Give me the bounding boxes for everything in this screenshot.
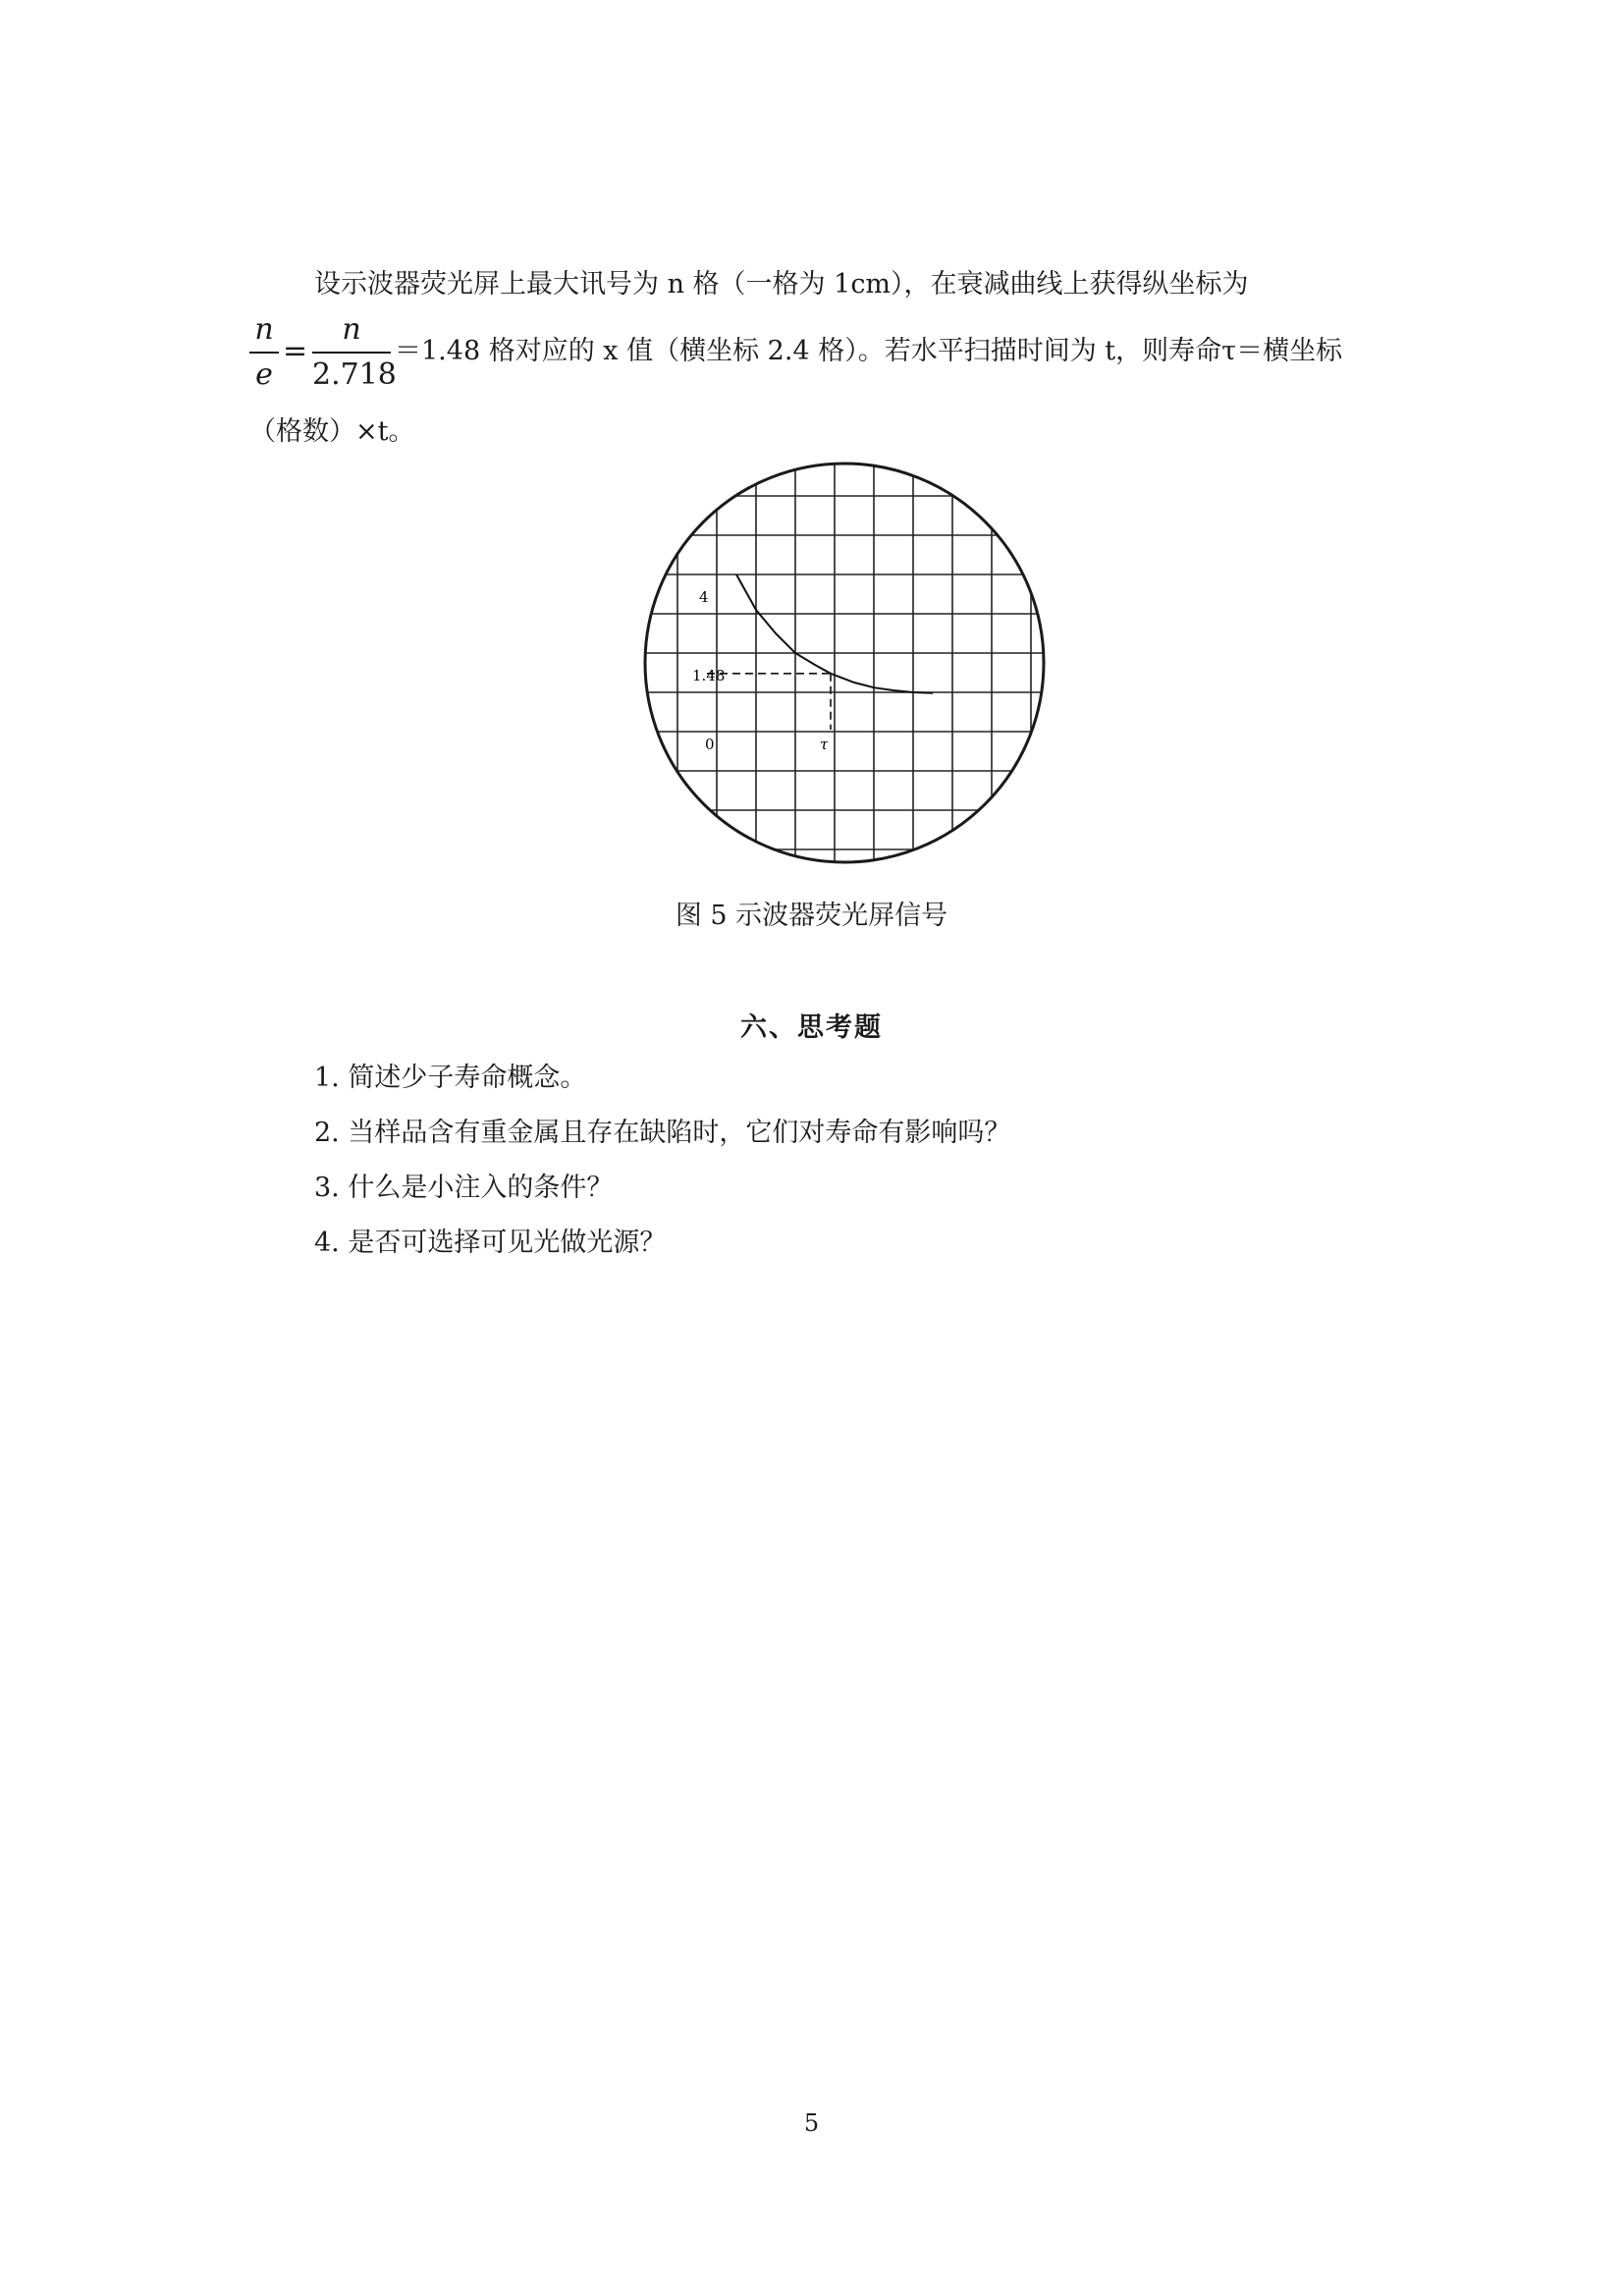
oscilloscope-screen-figure [638, 457, 1051, 869]
question-item-1: 1. 简述少子寿命概念。 [314, 1063, 587, 1093]
label-tau: τ [820, 736, 829, 753]
fraction-numerator: n [254, 312, 274, 347]
fraction-denominator: 2.718 [312, 357, 397, 392]
label-4: 4 [699, 588, 709, 606]
label-1-48: 1.48 [692, 667, 726, 684]
decay-plot [707, 574, 933, 730]
section-heading: 六、思考题 [740, 1012, 883, 1043]
paragraph-line-1: 设示波器荧光屏上最大讯号为 n 格（一格为 1cm），在衰减曲线上获得纵坐标为 [314, 269, 1249, 300]
fraction-bar [312, 352, 391, 354]
question-item-3: 3. 什么是小注入的条件？ [314, 1173, 614, 1203]
fraction-denominator: e [255, 357, 273, 392]
equals-sign: = [283, 334, 308, 368]
question-item-2: 2. 当样品含有重金属且存在缺陷时，它们对寿命有影响吗？ [314, 1118, 1011, 1148]
paragraph-line-3: （格数）×t。 [249, 416, 415, 447]
fraction-n-over-e [249, 312, 279, 393]
screen-border [645, 464, 1044, 862]
fraction-numerator: n [342, 312, 361, 347]
fraction-n-over-2718 [312, 312, 397, 393]
screen-grid [638, 457, 1051, 869]
label-0: 0 [705, 736, 715, 753]
question-item-4: 4. 是否可选择可见光做光源？ [314, 1228, 667, 1258]
fraction-bar [249, 352, 279, 354]
paragraph-line-2: ＝1.48 格对应的 x 值（横坐标 2.4 格）。若水平扫描时间为 t，则寿命τ＝横坐标 [395, 336, 1343, 366]
figure-caption: 图 5 示波器荧光屏信号 [675, 901, 948, 931]
page-number: 5 [803, 2109, 820, 2137]
